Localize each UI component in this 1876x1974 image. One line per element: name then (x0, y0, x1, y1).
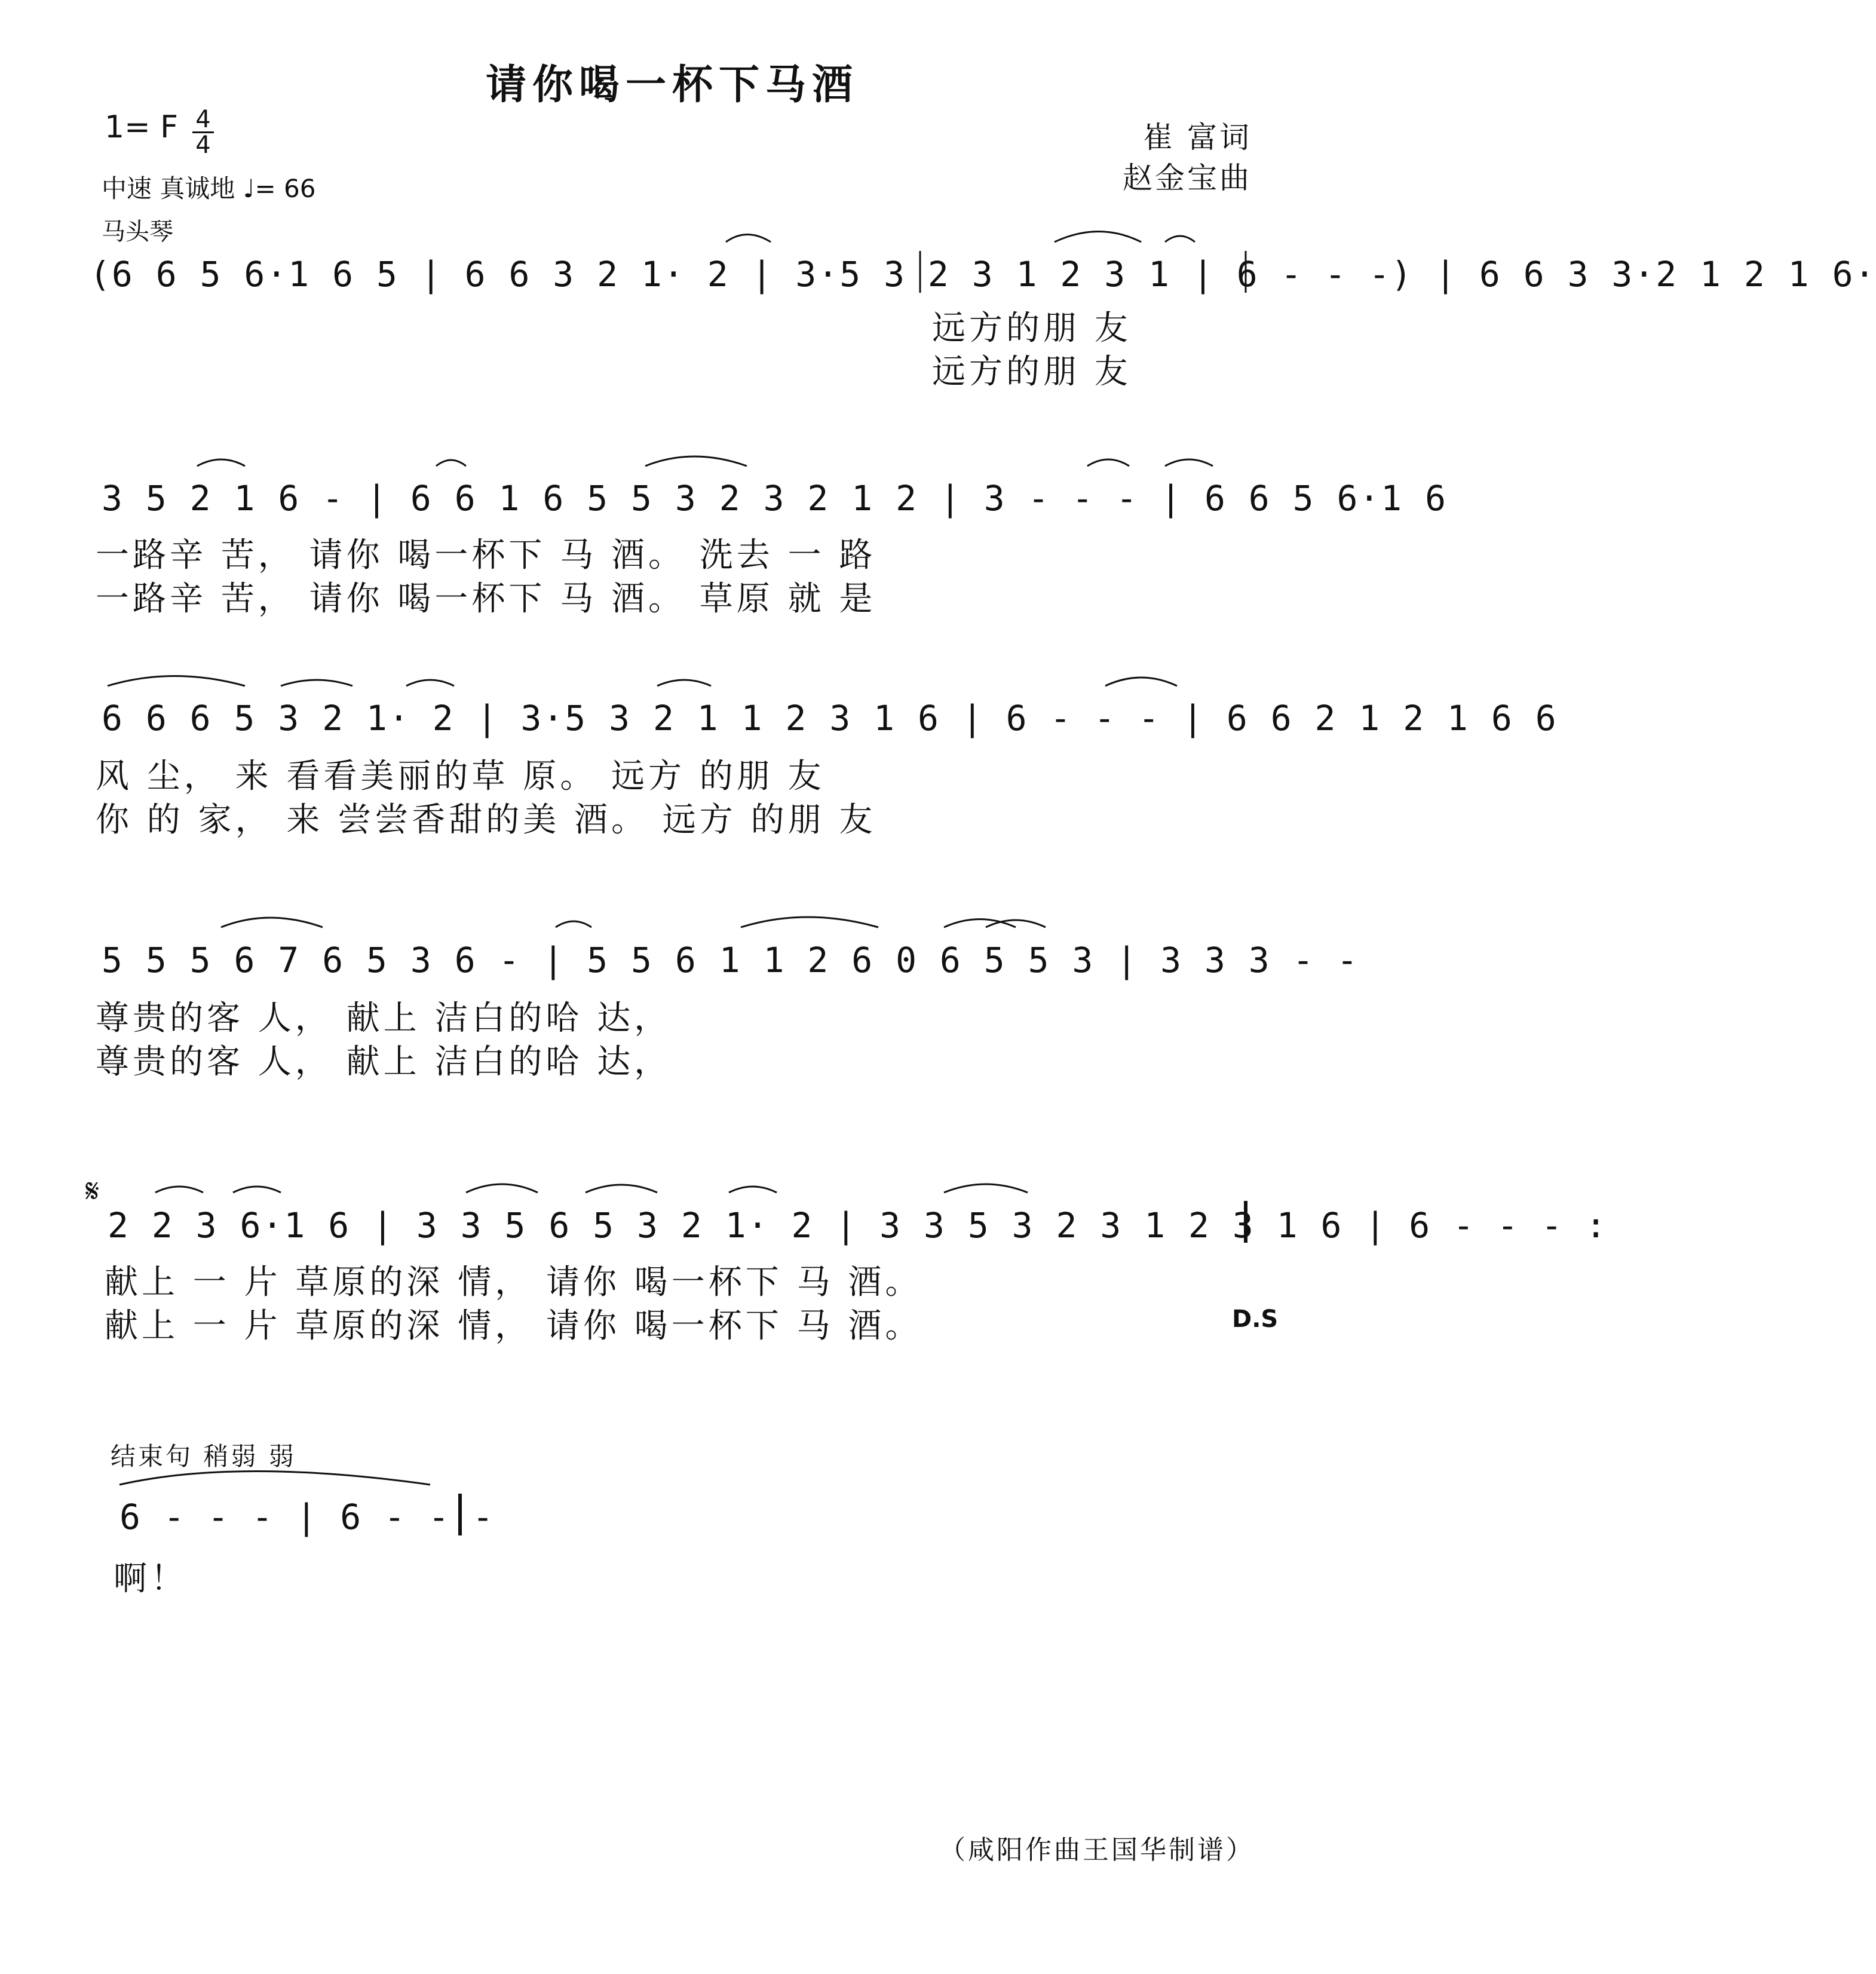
time-signature-top: 4 (192, 108, 214, 133)
notation-line-5: 2 2 3 6·1 6 | 3 3 5 6 5 3 2 1· 2 | 3 3 5 3 2 3 1 2 3 1 6 | 6 - - - : (108, 1205, 1608, 1246)
lyric-line-4-verse-1: 尊贵的客 人， 献上 洁白的哈 达， (96, 999, 672, 1038)
transcriber-credit: （咸阳作曲王国华制谱） (939, 1835, 1255, 1865)
slur (155, 1187, 203, 1193)
slur (586, 1185, 657, 1193)
slur (233, 1187, 281, 1193)
slur (1087, 459, 1129, 466)
slur (556, 921, 591, 927)
tempo-marking: 中速 真诚地 ♩= 66 (102, 174, 316, 203)
lyric-line-2-verse-2: 一路辛 苦， 请你 喝一杯下 马 酒。 草原 就 是 (96, 580, 876, 618)
slur (645, 456, 747, 466)
dal-segno-mark: D.S (1232, 1305, 1279, 1333)
notation-line-3: 6 6 6 5 3 2 1· 2 | 3·5 3 2 1 1 2 3 1 6 | 6 - - - | 6 6 2 1 2 1 6 6 (102, 698, 1558, 738)
time-signature-bottom: 4 (195, 131, 211, 159)
notation-line-1: (6 6 5 6·1 6 5 | 6 6 3 2 1· 2 | 3·5 3 2 3 1 2 3 1 | 6 - - -) | 6 6 3 3·2 1 2 1 6· (90, 254, 1876, 295)
slur (221, 918, 323, 927)
slur (726, 235, 771, 243)
slur (657, 680, 711, 686)
notation-line-4: 5 5 5 6 7 6 5 3 6 - | 5 5 6 1 1 2 6 0 6 5 5 3 | 3 3 3 - - (102, 940, 1359, 980)
slur (1105, 678, 1177, 686)
lyric-line-5-verse-2: 献上 一 片 草原的深 情， 请你 喝一杯下 马 酒。 (105, 1307, 922, 1345)
slur (466, 1184, 538, 1193)
slur (986, 920, 1046, 927)
slur (119, 1472, 430, 1485)
lyric-line-2-verse-1: 一路辛 苦， 请你 喝一杯下 马 酒。 洗去 一 路 (96, 536, 876, 575)
notation-line-2: 3 5 2 1 6 - | 6 6 1 6 5 5 3 2 3 2 1 2 | 3 - - - | 6 6 5 6·1 6 (102, 478, 1448, 519)
instrument-label: 马头琴 (102, 218, 173, 246)
composer-credit: 赵金宝曲 (1123, 161, 1252, 195)
slur (1055, 232, 1141, 243)
slur (281, 680, 352, 686)
lyricist-credit: 崔 富词 (1143, 120, 1252, 155)
slur (406, 680, 454, 686)
slur (741, 917, 878, 927)
lyric-line-1-verse-1: 远方的朋 友 (932, 309, 1132, 348)
time-signature (192, 108, 214, 157)
slur (436, 460, 466, 466)
slur (197, 459, 245, 466)
slur (944, 919, 1016, 928)
lyric-line-3-verse-1: 风 尘， 来 看看美丽的草 原。 远方 的朋 友 (96, 757, 825, 796)
lyric-line-4-verse-2: 尊贵的客 人， 献上 洁白的哈 达， (96, 1043, 672, 1081)
slur (108, 676, 245, 686)
lyric-line-3-verse-2: 你 的 家， 来 尝尝香甜的美 酒。 远方 的朋 友 (96, 801, 876, 839)
song-title: 请你喝一杯下马酒 (485, 61, 859, 109)
lyric-line-5-verse-1: 献上 一 片 草原的深 情， 请你 喝一杯下 马 酒。 (105, 1263, 922, 1302)
ending-label: 结束句 稍弱 弱 (111, 1442, 296, 1471)
slur (944, 1184, 1028, 1193)
slur (1165, 236, 1195, 242)
segno-sign: 𝄋 (85, 1172, 100, 1210)
key-signature: 1= F (105, 109, 179, 145)
lyric-ending: 啊！ (114, 1559, 188, 1598)
notation-ending: 6 - - - | 6 - - - (119, 1497, 495, 1537)
slur (1165, 459, 1213, 466)
slur (729, 1187, 777, 1193)
lyric-line-1-verse-2: 远方的朋 友 (932, 352, 1132, 391)
